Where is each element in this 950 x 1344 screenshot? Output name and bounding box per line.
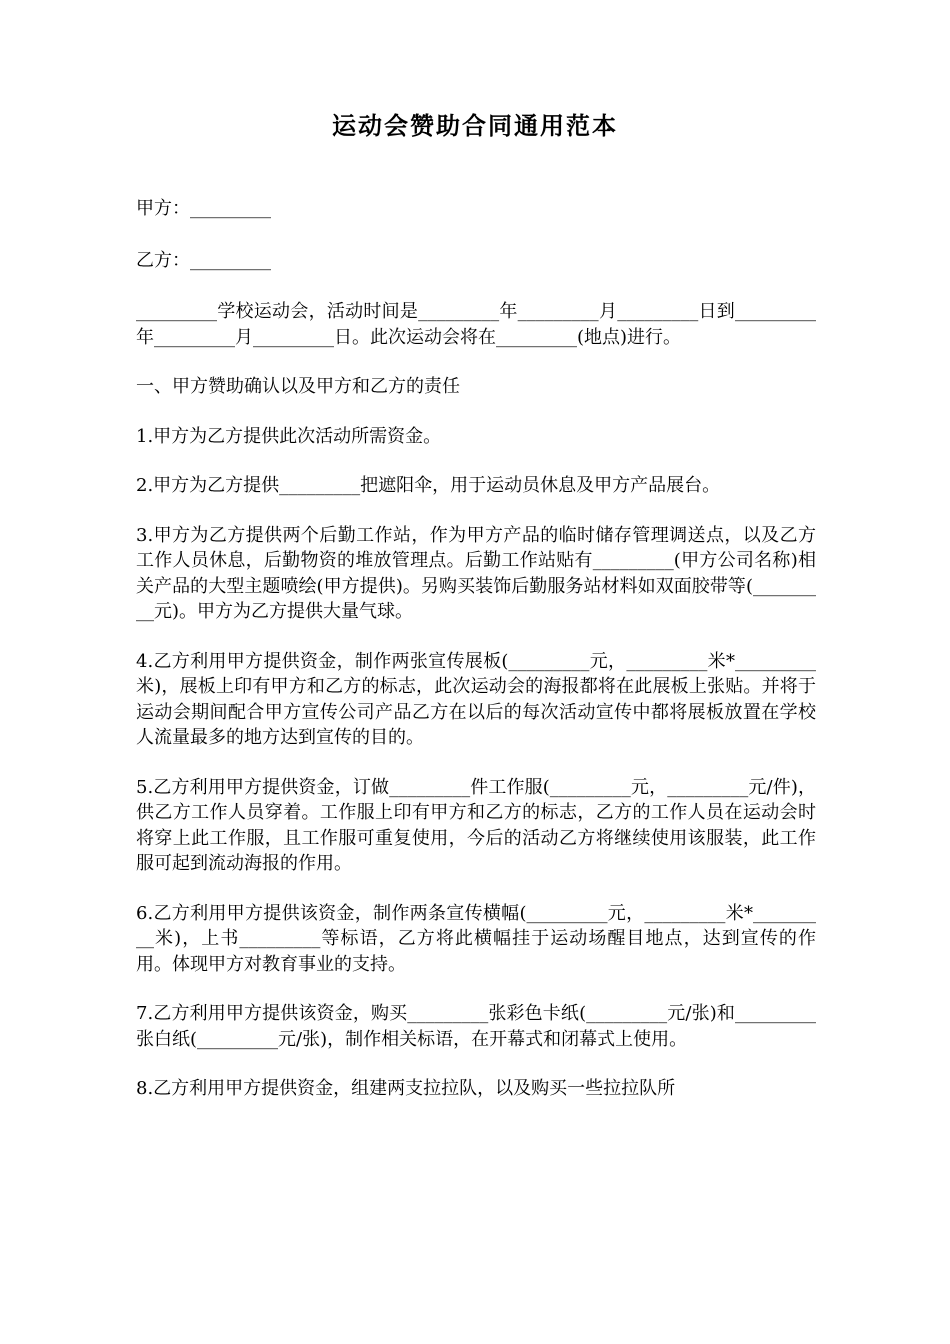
- clause-3: 3.甲方为乙方提供两个后勤工作站，作为甲方产品的临时储存管理调送点，以及乙方工作人员休息，后勤物资的堆放管理点。后勤工作站贴有_________(甲方公司名称)相关产品的大型主题喷绘(甲方提供)。另购买装饰后勤服务站材料如双面胶带等(_________元)。甲方为乙方提供大量气球。: [136, 524, 816, 622]
- party-a-line: 甲方：_________: [136, 198, 271, 219]
- intro-paragraph: _________学校运动会，活动时间是_________年_________月_________日到_________年_________月_________日。此次运动会将在_________(地点)进行。: [136, 301, 816, 348]
- clause-2: 2.甲方为乙方提供_________把遮阳伞，用于运动员休息及甲方产品展台。: [136, 475, 721, 496]
- section-heading: 一、甲方赞助确认以及甲方和乙方的责任: [136, 376, 460, 397]
- document-body: [136, 196, 816, 1126]
- document-title: 运动会赞助合同通用范本: [332, 111, 618, 140]
- clause-8: 8.乙方利用甲方提供资金，组建两支拉拉队，以及购买一些拉拉队所: [136, 1078, 676, 1099]
- clause-6: 6.乙方利用甲方提供该资金，制作两条宣传横幅(_________元，_________米*_________米)，上书_________等标语，乙方将此横幅挂于运动场醒目地点，达到宣传的作用。体现甲方对教育事业的支持。: [136, 902, 816, 975]
- clause-4: 4.乙方利用甲方提供资金，制作两张宣传展板(_________元，_________米*_________米)，展板上印有甲方和乙方的标志，此次运动会的海报都将在此展板上张贴。并将于运动会期间配合甲方宣传公司产品乙方在以后的每次活动宣传中都将展板放置在学校人流量最多的地方达到宣传的目的。: [136, 650, 816, 748]
- clause-1: 1.甲方为乙方提供此次活动所需资金。: [136, 425, 442, 447]
- party-b-line: 乙方：_________: [136, 249, 271, 271]
- clause-5: 5.乙方利用甲方提供资金，订做_________件工作服(_________元，_________元/件)，供乙方工作人员穿着。工作服上印有甲方和乙方的标志，乙方的工作人员在运动会时将穿上此工作服，且工作服可重复使用，今后的活动乙方将继续使用该服装，此工作服可起到流动海报的作用。: [136, 776, 816, 874]
- clause-7: 7.乙方利用甲方提供该资金，购买_________张彩色卡纸(_________元/张)和_________张白纸(_________元/张)，制作相关标语，在开幕式和闭幕式上使用。: [136, 1003, 816, 1050]
